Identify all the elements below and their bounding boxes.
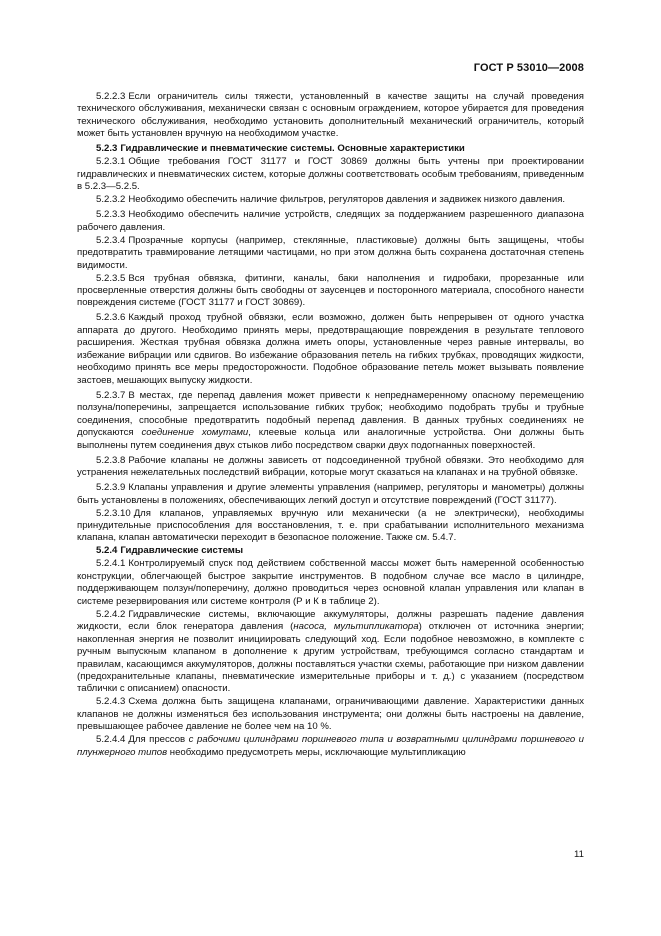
paragraph-5-2-3-7	[77, 390, 584, 452]
clause-emphasis: соединение хомутами	[141, 427, 249, 439]
clause-text: Для клапанов, управляемых вручную или механически (а не электрически), необходимы принудительные приспособления для восстановления, т. е. при срабатывании исполнительного механизма клапана, клапан автоматически переходит в безопасное положение. Также см. 5.4.7.	[77, 507, 584, 544]
clause-text: Необходимо обеспечить наличие устройств, следящих за поддержанием разрешенного диапазона рабочего давления.	[77, 209, 584, 233]
clause-number: 5.2.3.10	[96, 507, 131, 519]
clause-number: 5.2.4.3	[96, 696, 126, 708]
clause-text: Клапаны управления и другие элементы управления (например, регуляторы и манометры) должны быть установлены в положениях, обеспечивающих легкий доступ и отсутствие повреждений (ГОСТ 31177).	[77, 482, 584, 506]
clause-text-part: ) отключен от источника энергии; накопленная энергия не позволит инициировать следующий ход. Если подобное невозможно, в комплекте с ручным выпускным клапаном в дополнение к другим устройствам, требующимся согласно стандартам и правилам, касающимся аккумуляторов, должны поставляться участки схемы, работающие при низком давлении (предохранительные клапаны, пневматические измерительные приборы и т. д.) с указанием (посредством таблички с описанием) опасности.	[77, 621, 584, 695]
clause-text: Необходимо обеспечить наличие фильтров, регуляторов давления и задвижек низкого давления.	[128, 194, 566, 206]
paragraph-5-2-4-3	[77, 696, 584, 733]
clause-number: 5.2.3.1	[96, 156, 126, 168]
paragraph-5-2-3-10	[77, 508, 584, 545]
clause-text: Если ограничитель силы тяжести, установленный в качестве защиты на случай проведения технического обслуживания, механически связан с основным ограждением, которое убирается для проведения технического обслуживания, необходимо установить дополнительный механический ограничитель, который может быть установлен вручную на необходимом участке.	[77, 91, 584, 140]
clause-text-part: необходимо предусмотреть меры, исключающие мультипликацию	[167, 746, 466, 758]
clause-number: 5.2.3.8	[96, 454, 126, 466]
section-heading-5-2-4	[77, 545, 584, 557]
paragraph-5-2-3-8	[77, 455, 584, 480]
document-body	[77, 91, 584, 760]
document-header: ГОСТ Р 53010—2008	[473, 62, 584, 74]
clause-text: Схема должна быть защищена клапанами, ограничивающими давление. Характеристики данных клапанов не должны изменяться без использования инструмента; они должны быть настроены на давление, превышающее рабочее давление не более чем на 10 %.	[77, 696, 584, 733]
clause-emphasis: с рабочими цилиндрами поршневого типа и возвратными цилиндрами поршневого и плунжерного типов	[77, 734, 585, 758]
clause-number: 5.2.3.3	[96, 209, 126, 221]
clause-emphasis: насоса, мультипликатора	[293, 621, 419, 633]
clause-number: 5.2.3.2	[96, 194, 126, 206]
clause-text: Каждый проход трубной обвязки, если возможно, должен быть непрерывен от одного участка аппарата до другого. Необходимо принять меры, предотвращающие повреждения в результате теплового расширения. Жесткая трубная обвязка должна иметь опоры, установленные через равные интервалы, во избежание вибрации или сдвигов. Во избежание образования петель на гибких трубках, проводящих жидкости, необходимо принять все меры предосторожности. Подобное образование петель может вызывать появление застоев, мешающих выпуску жидкости.	[77, 312, 584, 386]
clause-number: 5.2.3.4	[96, 234, 126, 246]
clause-number: 5.2.4.1	[96, 558, 126, 570]
clause-number: 5.2.3.5	[96, 272, 126, 284]
paragraph-5-2-3-3	[77, 209, 584, 234]
paragraph-5-2-4-2	[77, 609, 584, 696]
clause-text: Общие требования ГОСТ 31177 и ГОСТ 30869 должны быть учтены при проектировании гидравлических и пневматических систем, которые должны соответствовать особым требованиям, приведенным в 5.2.3—5.2.5.	[77, 156, 584, 193]
section-number: 5.2.4	[96, 545, 118, 557]
clause-text: Рабочие клапаны не должны зависеть от подсоединенной трубной обвязки. Это необходимо для устранения нежелательных последствий вибрации, которые могут сказаться на клапанах и на трубной обвязке.	[77, 454, 584, 479]
clause-text: Вся трубная обвязка, фитинги, каналы, баки наполнения и гидробаки, прорезанные или просверленные отверстия должны быть свободны от заусенцев и посторонного материала, способного нанести повреждения системе (ГОСТ 31177 и ГОСТ 30869).	[77, 272, 584, 309]
clause-number: 5.2.3.7	[96, 389, 126, 401]
section-number: 5.2.3	[96, 143, 118, 155]
page-number: 11	[574, 849, 584, 860]
section-title: Гидравлические и пневматические системы. Основные характеристики	[120, 143, 465, 155]
clause-text: Прозрачные корпусы (например, стеклянные, пластиковые) должны быть защищены, чтобы предотвратить травмирование летящими частицами, но при этом должна быть сохранена достаточная степень видимости.	[77, 234, 584, 271]
paragraph-5-2-3-6	[77, 312, 584, 387]
paragraph-5-2-3-5	[77, 273, 584, 310]
clause-text-part: , клеевые кольца или аналогичные устройства. Они должны быть выполнены путем соединения двух стыков либо посредством сварки двух подогнанных поверхностей.	[77, 427, 584, 451]
clause-text-part: В местах, где перепад давления может привести к непреднамеренному опасному перемещению ползуна/поперечины, запрещается использование гибких трубок; необходимо подобрать трубы и трубные соединения, способные предотвратить подобный перепад давления. В данных трубных соединениях не допускаются	[77, 389, 584, 439]
section-heading-5-2-3	[77, 143, 584, 155]
clause-text-part: Для прессов	[128, 734, 189, 746]
clause-number: 5.2.4.2	[96, 608, 126, 620]
paragraph-5-2-3-4	[77, 235, 584, 272]
section-title: Гидравлические системы	[120, 545, 244, 557]
paragraph-5-2-3-2	[77, 194, 584, 206]
clause-text: Контролируемый спуск под действием собственной массы может быть намеренной особенностью конструкции, облегчающей быстрое закрытие инструментов. В подобном случае все масло в цилиндре, поддерживающем ползун/поперечину, должно проводиться через основной клапан управления или клапан в системе резервирования или системе контроля (Р и К в таблице 2).	[77, 558, 584, 607]
paragraph-5-2-4-1	[77, 558, 584, 608]
paragraph-5-2-2-3	[77, 91, 584, 141]
paragraph-5-2-4-4	[77, 734, 584, 759]
clause-text-part: Гидравлические системы, включающие аккумуляторы, должны разрешать падение давления жидкости, если блок генератора давления (	[77, 608, 584, 633]
paragraph-5-2-3-9	[77, 482, 584, 507]
clause-number: 5.2.2.3	[96, 91, 126, 102]
clause-number: 5.2.3.6	[96, 312, 126, 324]
clause-number: 5.2.4.4	[96, 734, 126, 746]
clause-number: 5.2.3.9	[96, 482, 126, 494]
paragraph-5-2-3-1	[77, 156, 584, 193]
